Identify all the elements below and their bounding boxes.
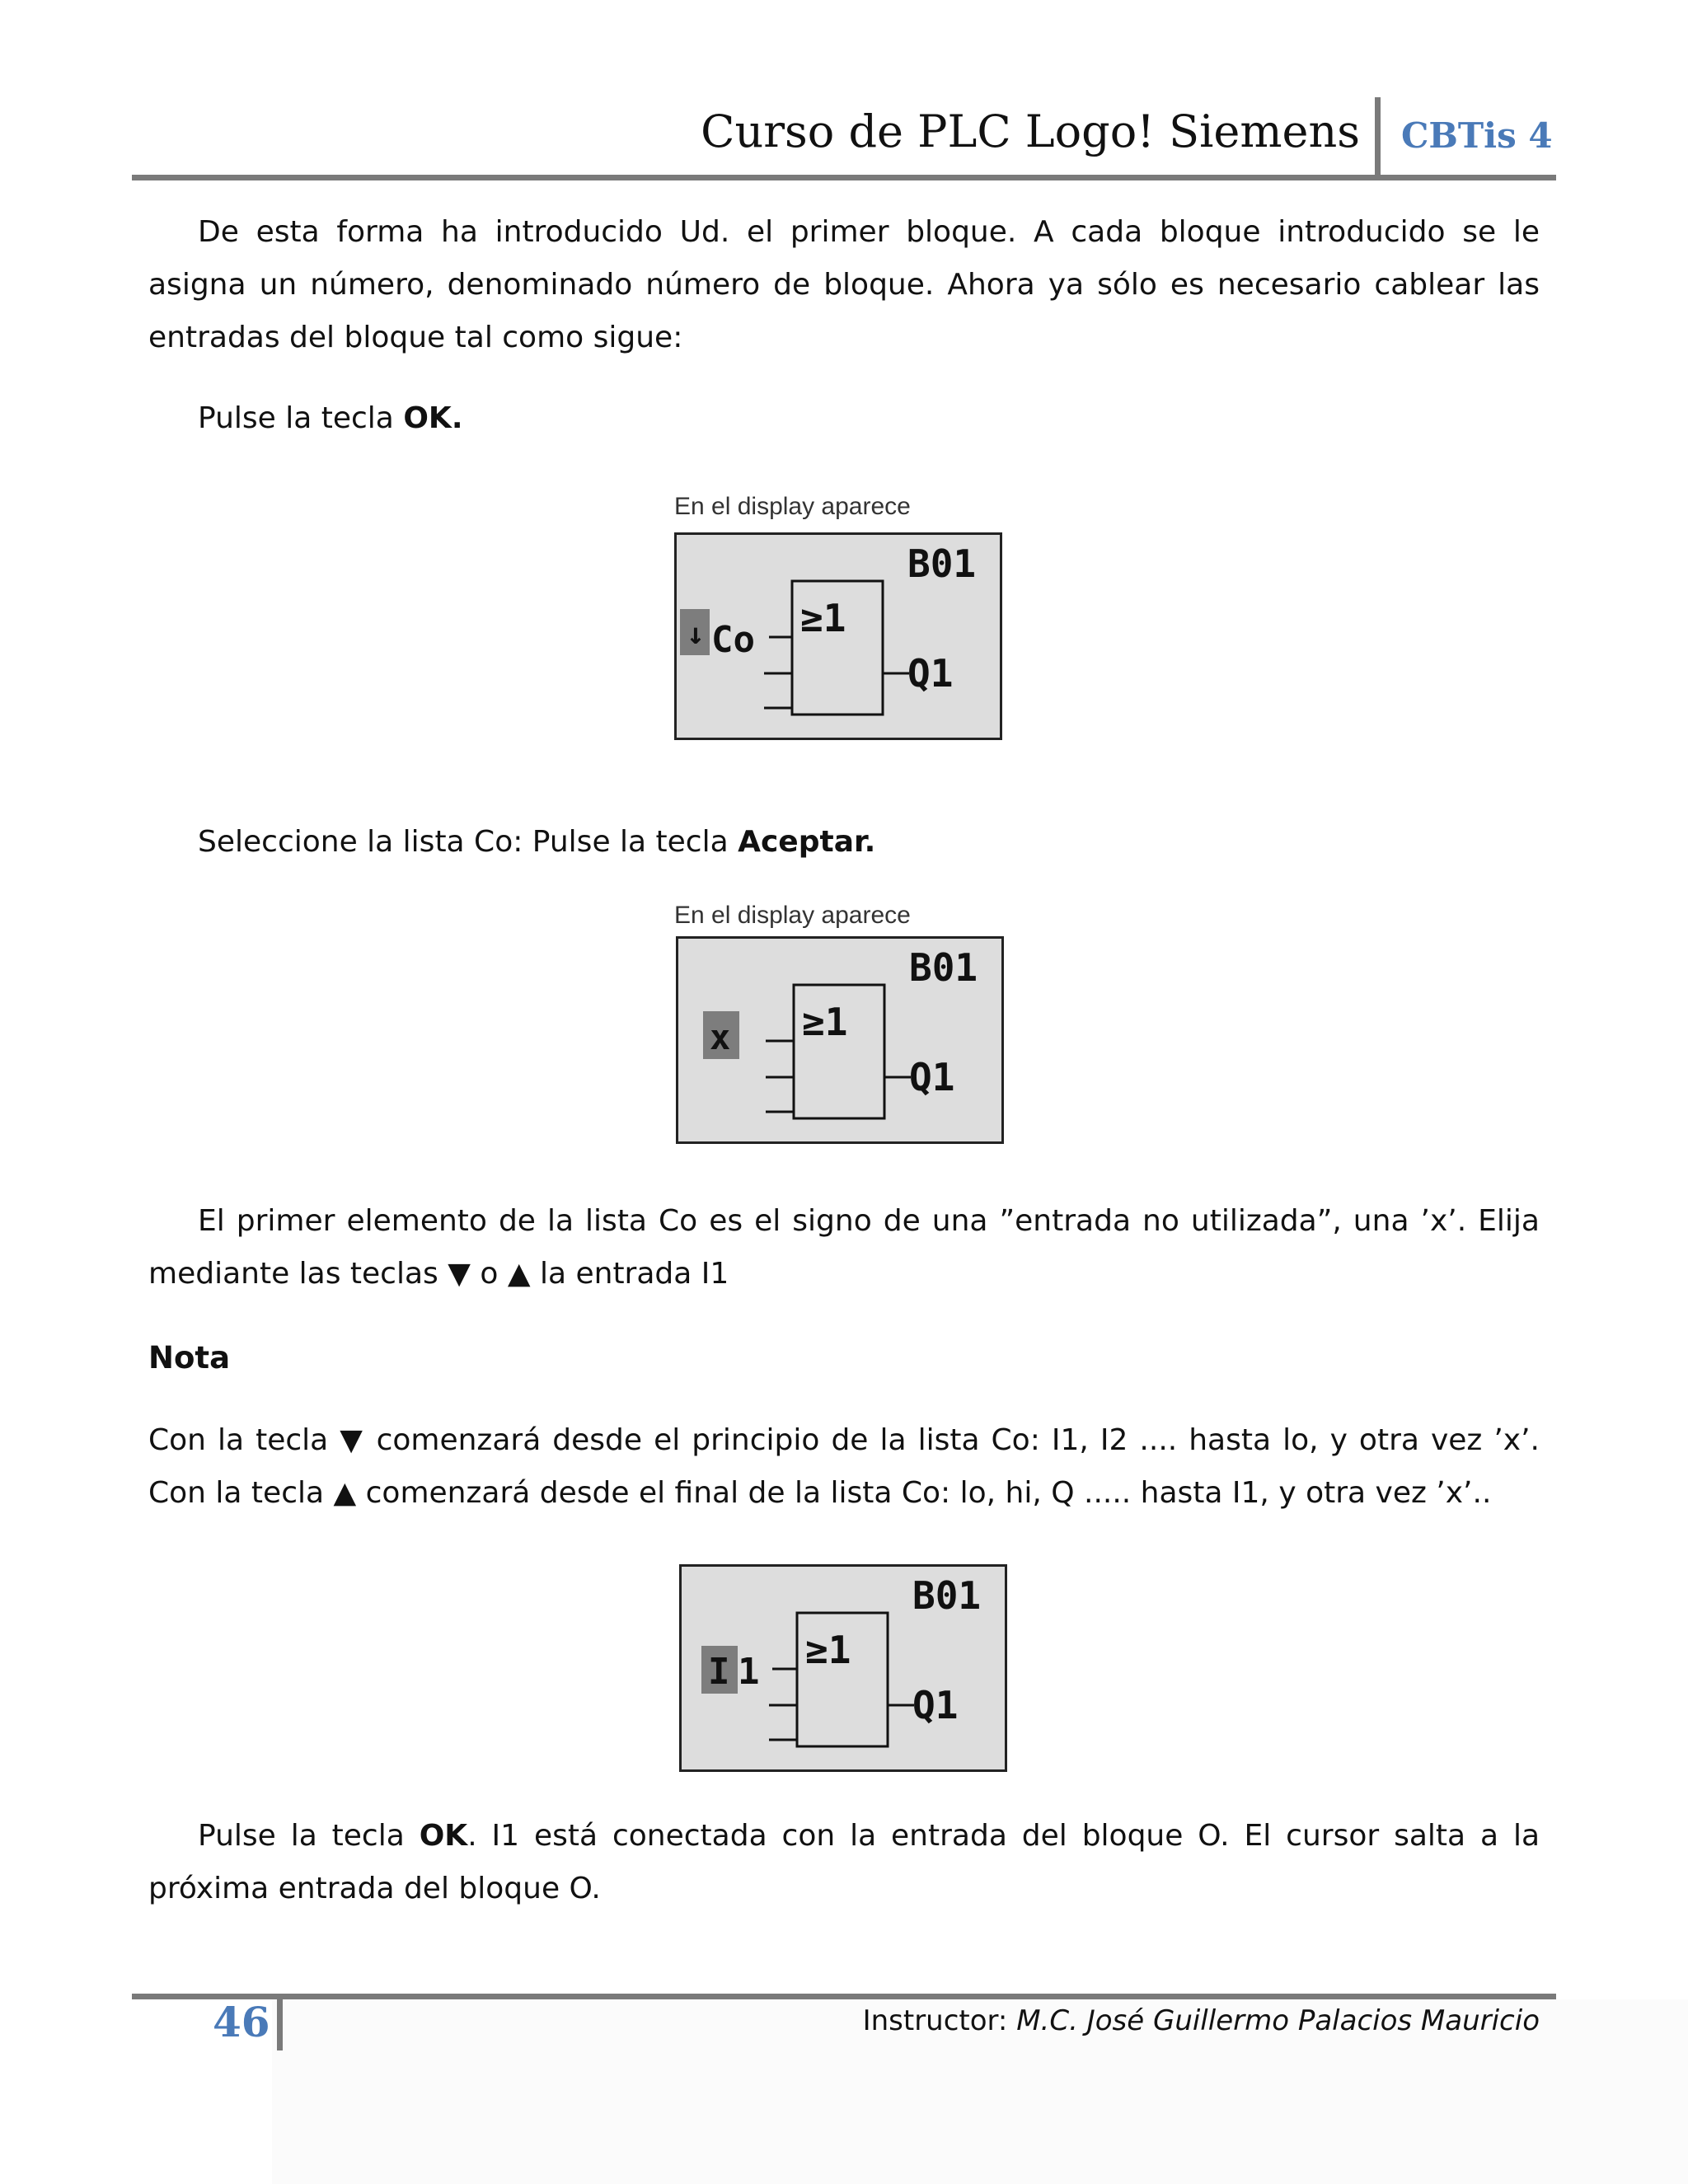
nota-heading: Nota	[148, 1340, 231, 1376]
key-ok: OK.	[403, 401, 463, 435]
output-label: Q1	[912, 1683, 959, 1727]
paragraph-text: la entrada I1	[530, 1257, 729, 1291]
paragraph-text: Con la tecla	[148, 1423, 340, 1457]
paragraph-pulse-ok-i1	[148, 1810, 1540, 1915]
paragraph-seleccione	[148, 816, 1540, 869]
block-number: B01	[909, 945, 978, 990]
header-tag: CBTis 4	[1401, 115, 1553, 156]
paragraph-text: . I1 está conectada con la entrada del bloque O. El cursor salta a la próxima entrada del bloque O.	[148, 1819, 1540, 1905]
output-label: Q1	[907, 651, 954, 696]
cursor-arrow-icon: ↓	[687, 617, 705, 651]
paragraph-text: Pulse la tecla	[198, 1819, 420, 1853]
page-number: 46	[213, 1998, 270, 2046]
instructor-name: M.C. José Guillermo Palacios Mauricio	[1016, 2004, 1540, 2037]
display-caption: En el display aparece	[674, 902, 911, 929]
paragraph-text: comenzará desde el final de la lista Co: lo, hi, Q ..... hasta I1, y otra vez ’x’..	[356, 1476, 1492, 1510]
gate-symbol: ≥1	[805, 1628, 851, 1672]
paragraph-pulse-ok	[148, 392, 1540, 445]
gate-symbol: ≥1	[802, 1000, 848, 1044]
footer-rule	[132, 1994, 1556, 1999]
cursor-x: x	[710, 1017, 731, 1057]
header-title: Curso de PLC Logo! Siemens	[701, 105, 1360, 157]
key-ok: OK	[419, 1819, 468, 1853]
logo-display-2	[676, 936, 1004, 1144]
paragraph-nota	[148, 1414, 1540, 1520]
gate-symbol: ≥1	[800, 596, 846, 640]
display-diagram	[677, 535, 1000, 738]
paragraph-primer-elemento-line2	[148, 1248, 1540, 1301]
paragraph-text: mediante las teclas	[148, 1257, 448, 1291]
paragraph-text: o	[470, 1257, 508, 1291]
triangle-up-icon: ▲	[333, 1476, 357, 1510]
input-label: 1	[738, 1651, 760, 1693]
header-divider	[1375, 97, 1381, 178]
triangle-up-icon: ▲	[507, 1257, 531, 1291]
output-label: Q1	[909, 1055, 955, 1099]
footer-instructor	[863, 2004, 1540, 2037]
logo-display-3	[679, 1564, 1007, 1772]
paragraph-intro: De esta forma ha introducido Ud. el primer bloque. A cada bloque introducido se le asigna un número, denominado número de bloque. Ahora ya sólo es necesario cablear las entradas del bloque tal como sigue:	[148, 215, 1540, 354]
cursor-i: I	[708, 1651, 730, 1693]
triangle-down-icon: ▼	[340, 1423, 365, 1457]
block-number: B01	[912, 1573, 982, 1618]
display-caption: En el display aparece	[674, 493, 911, 520]
logo-display-1	[674, 532, 1002, 740]
paragraph-text: Seleccione la lista Co: Pulse la tecla	[198, 825, 738, 859]
header-rule	[132, 175, 1556, 180]
input-label: Co	[711, 619, 755, 661]
block-number: B01	[907, 541, 977, 586]
footer-divider	[277, 1998, 283, 2050]
display-diagram	[678, 939, 1001, 1141]
triangle-down-icon: ▼	[448, 1257, 471, 1291]
instructor-label: Instructor:	[862, 2004, 1017, 2037]
display-diagram	[682, 1567, 1005, 1769]
paragraph-primer-elemento-line1: El primer elemento de la lista Co es el signo de una ”entrada no utilizada”, una ’x’. Elija	[198, 1204, 1540, 1238]
paragraph-text: comenzará desde el principio de la lista Co: I1, I2 .... hasta lo, y otra vez ’x’. Con la tecla	[148, 1423, 1540, 1510]
paragraph-text: Pulse la tecla	[198, 401, 404, 435]
key-aceptar: Aceptar.	[738, 825, 876, 859]
